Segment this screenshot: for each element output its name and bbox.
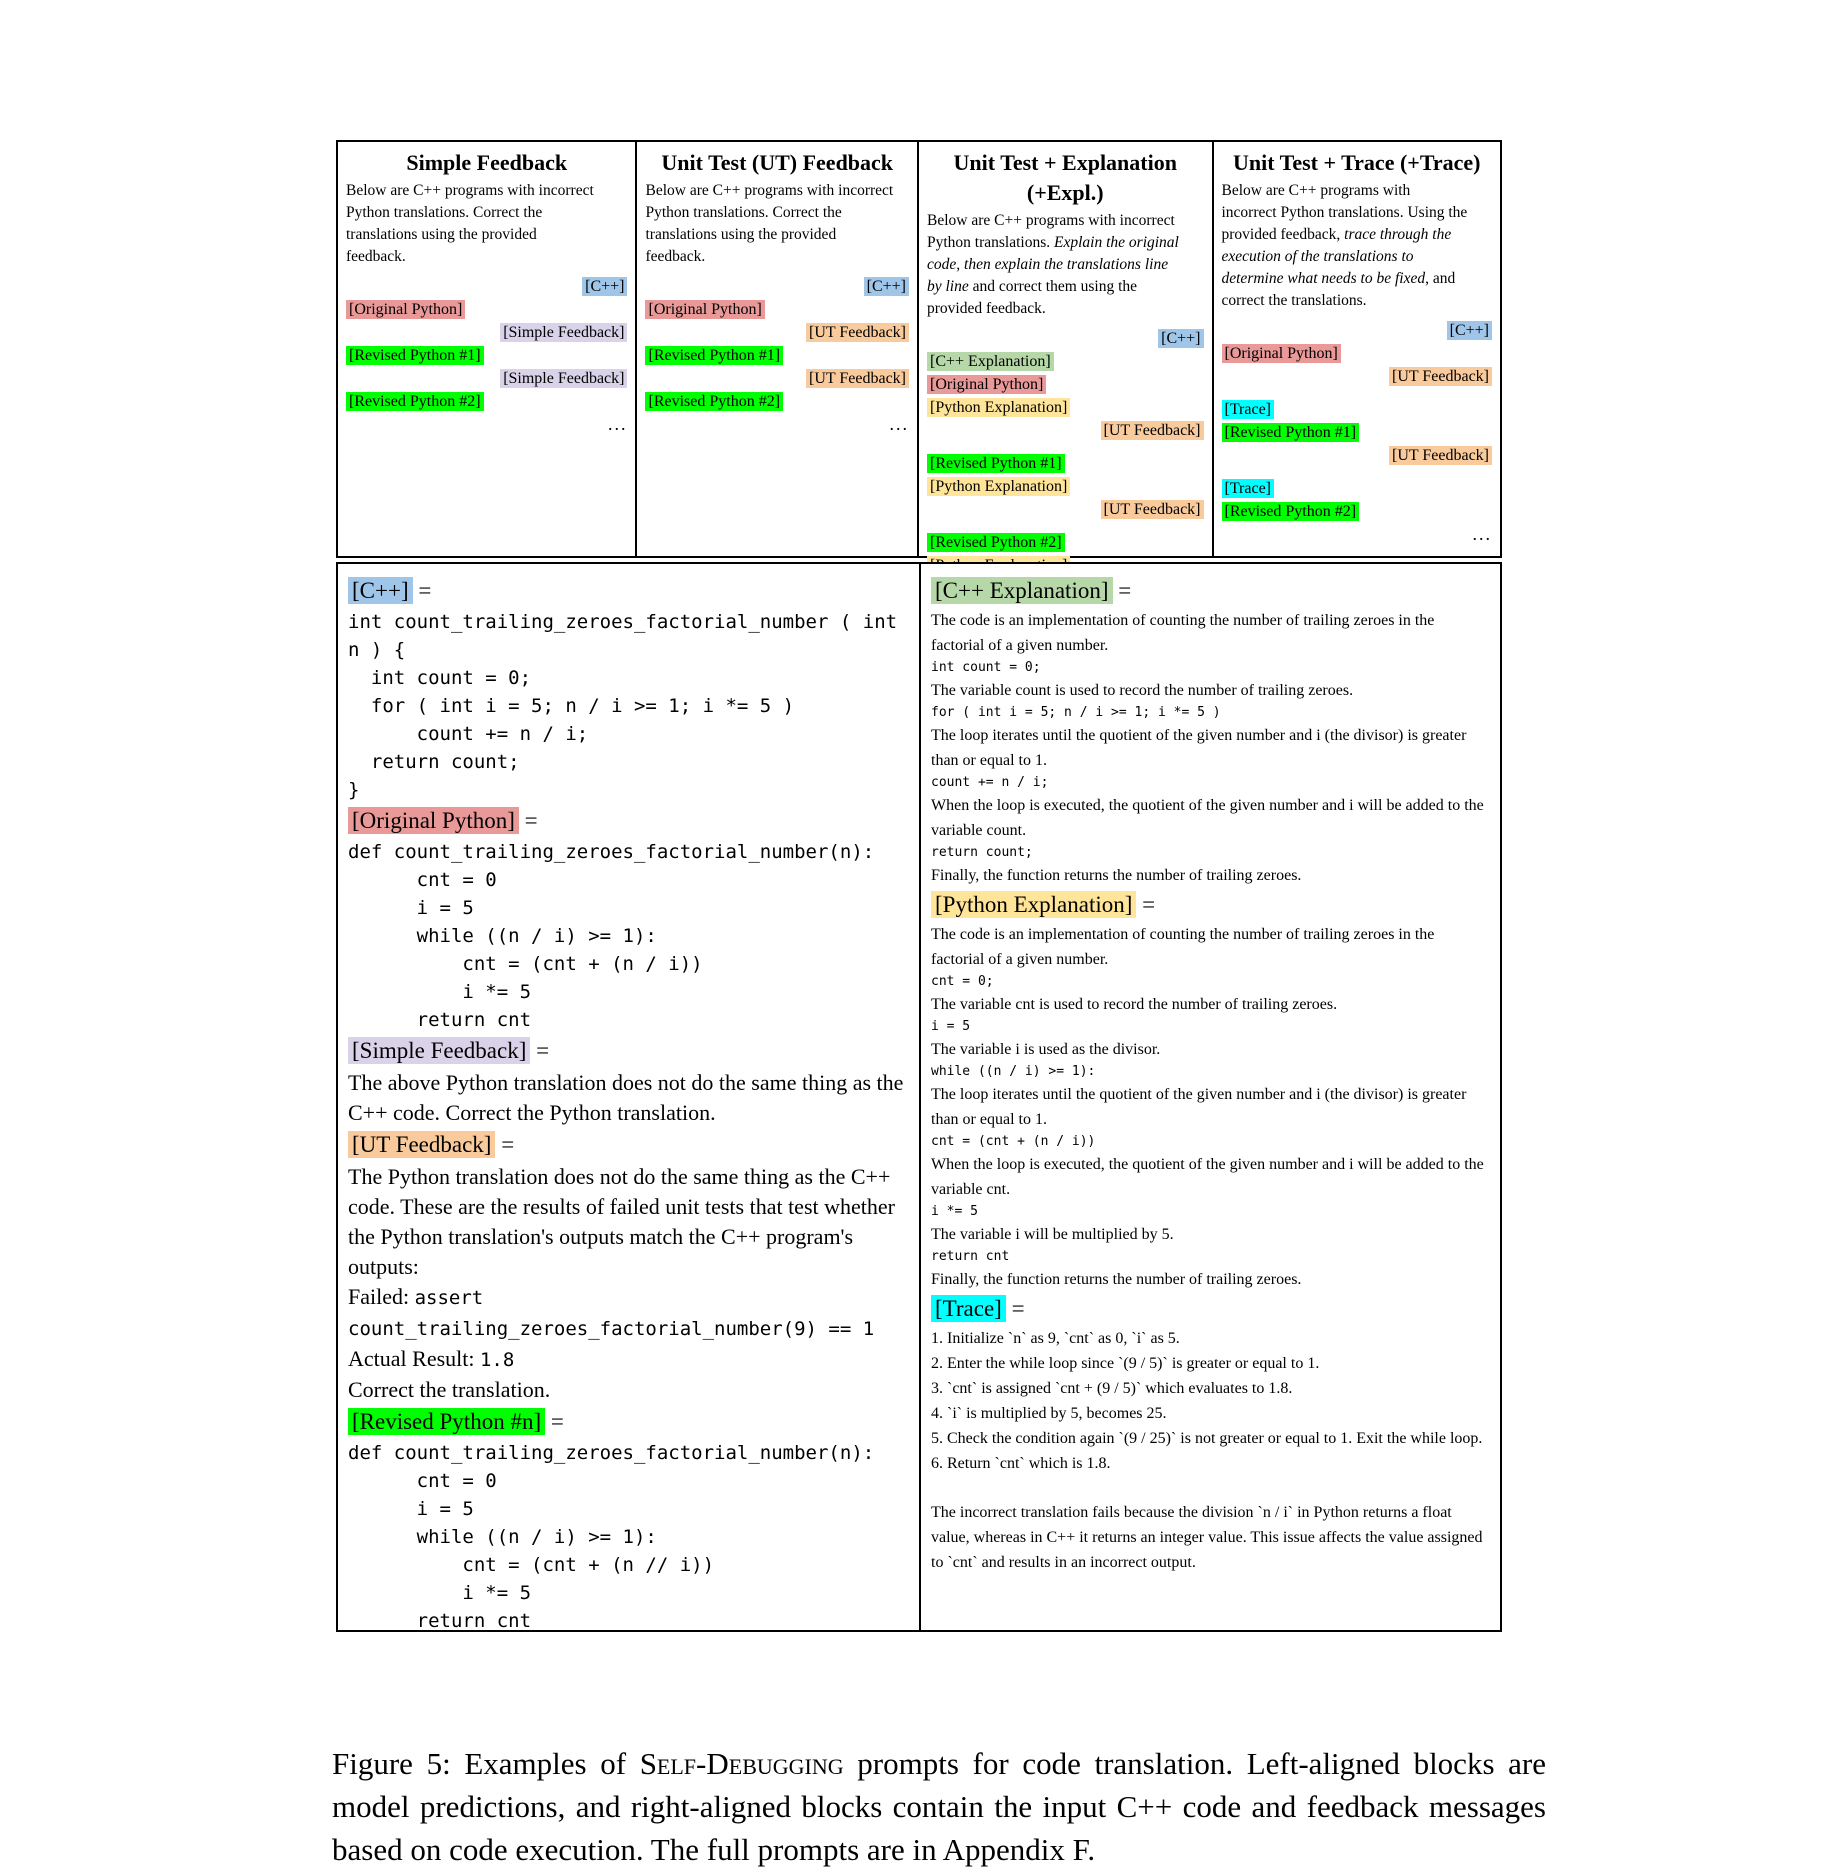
- text-run: Python translations. Correct the: [645, 204, 842, 221]
- paragraph: [931, 1401, 1490, 1426]
- format-row: [927, 398, 1204, 417]
- paragraph: [931, 723, 1490, 773]
- code-block: [931, 1132, 1490, 1152]
- format-intro-line: [1222, 202, 1493, 224]
- code-line: cnt = (cnt + (n / i)): [931, 1134, 1096, 1149]
- code-line: n ) {: [348, 639, 406, 661]
- format-intro-line: [346, 224, 627, 246]
- format-row: [346, 300, 627, 319]
- text-run: Finally, the function returns the number of trailing zeroes.: [931, 1271, 1302, 1288]
- label-chip-ut_feedback: [UT Feedback]: [1101, 500, 1204, 519]
- format-row: [645, 369, 909, 388]
- code-block: [931, 1247, 1490, 1267]
- paragraph: [348, 1375, 909, 1405]
- label-chip-revised_python: [Revised Python #2]: [1222, 502, 1360, 521]
- code-line: int count = 0;: [348, 667, 532, 689]
- paragraph: [348, 1344, 909, 1375]
- format-column-ut-explanation: [919, 142, 1214, 556]
- text-run: 1. Initialize `n` as 9, `cnt` as 0, `i` as 5.: [931, 1330, 1180, 1347]
- text-run: feedback.: [346, 248, 406, 265]
- code-block: [931, 1202, 1490, 1222]
- code-line: def count_trailing_zeroes_factorial_number(n):: [348, 841, 875, 863]
- format-column-title: Unit Test + Explanation: [953, 150, 1177, 175]
- format-intro-line: [645, 246, 909, 268]
- text-run: translations using the provided: [645, 226, 837, 243]
- text-run: The variable cnt is used to record the number of trailing zeroes.: [931, 996, 1338, 1013]
- paragraph: [931, 1326, 1490, 1351]
- label-chip-trace: [Trace]: [931, 1295, 1006, 1322]
- paragraph: [931, 863, 1490, 888]
- label-chip-revised_python: [Revised Python #1]: [927, 454, 1065, 473]
- format-column-title: (+Expl.): [1026, 180, 1104, 205]
- format-row: [346, 392, 627, 411]
- ellipsis: ...: [889, 414, 909, 434]
- label-chip-original_python: [Original Python]: [645, 300, 764, 319]
- paragraph: [931, 1500, 1490, 1575]
- text-run: code, then explain the translations line: [927, 256, 1169, 273]
- paragraph: [931, 1082, 1490, 1132]
- format-intro-line: [1222, 268, 1493, 290]
- paragraph: [931, 1426, 1490, 1451]
- format-row: [645, 346, 909, 365]
- text-run: translations using the provided: [346, 226, 537, 243]
- paragraph: [348, 1162, 909, 1282]
- text-run: incorrect Python translations. Using the: [1221, 204, 1468, 221]
- paragraph: [931, 1351, 1490, 1376]
- text-run: Explain the original: [1054, 234, 1179, 251]
- text-run: The loop iterates until the quotient of the given number and i (the divisor) is greater than or equal to 1.: [931, 1086, 1467, 1128]
- label-chip-python_explanation: [Python Explanation]: [927, 398, 1070, 417]
- caption-text-run: Figure 5: Examples of: [332, 1746, 640, 1781]
- text-run: 4. `i` is multiplied by 5, becomes 25.: [931, 1405, 1167, 1422]
- format-column-title: Unit Test + Trace (+Trace): [1233, 150, 1481, 175]
- text-run: 2. Enter the while loop since `(9 / 5)` is greater or equal to 1.: [931, 1355, 1320, 1372]
- format-row: [645, 300, 909, 319]
- code-block: [931, 773, 1490, 793]
- code-block: [931, 1017, 1490, 1037]
- text-run: correct the translations.: [1221, 292, 1367, 309]
- code-line: cnt = (cnt + (n // i)): [348, 1554, 715, 1576]
- section-gap: [931, 1476, 1490, 1500]
- ellipsis: ...: [607, 414, 628, 434]
- text-run: The Python translation does not do the same thing as the C++ code. These are the results of failed unit tests that test whether the Python translation's outputs match the C++ program's outputs:: [348, 1164, 895, 1279]
- label-chip-revised_python: [Revised Python #1]: [645, 346, 783, 365]
- label-chip-original_python: [Original Python]: [346, 300, 465, 319]
- format-intro-line: [645, 202, 909, 224]
- text-run: 3. `cnt` is assigned `cnt + (9 / 5)` which evaluates to 1.8.: [931, 1380, 1293, 1397]
- text-run: provided feedback.: [927, 300, 1046, 317]
- format-intro-line: [645, 180, 909, 202]
- label-chip-revised_python: [Revised Python #n]: [348, 1408, 545, 1435]
- code-line: return count;: [348, 751, 520, 773]
- format-row: [346, 369, 627, 388]
- code-block: [348, 608, 909, 804]
- inline-code: 1.8: [479, 1349, 515, 1371]
- label-chip-original_python: [Original Python]: [348, 807, 519, 834]
- text-run: Failed:: [348, 1284, 415, 1309]
- label-chip-revised_python: [Revised Python #2]: [645, 392, 783, 411]
- code-line: for ( int i = 5; n / i >= 1; i *= 5 ): [931, 705, 1221, 720]
- method-name-smallcaps: Self-Debugging: [639, 1746, 844, 1781]
- label-chip-simple_feedback: [Simple Feedback]: [348, 1037, 530, 1064]
- text-run: , and: [1425, 270, 1456, 287]
- section-heading: [UT Feedback] =: [348, 1130, 909, 1160]
- format-row: [346, 346, 627, 365]
- text-run: The code is an implementation of counting the number of trailing zeroes in the factorial of a given number.: [931, 612, 1435, 654]
- format-row: [645, 323, 909, 342]
- format-row: [346, 323, 627, 342]
- format-row: [927, 454, 1204, 473]
- inline-code: assert count_trailing_zeroes_factorial_number(9) == 1: [348, 1287, 875, 1340]
- format-column-title: Unit Test (UT) Feedback: [661, 150, 894, 175]
- format-row: [1222, 502, 1493, 521]
- section-heading: [Revised Python #n] =: [348, 1407, 909, 1437]
- row-gap: [927, 523, 1204, 533]
- format-row: [927, 477, 1204, 496]
- section-heading: [Trace] =: [931, 1294, 1490, 1324]
- code-block: [931, 843, 1490, 863]
- prompt-example-right-column: [921, 564, 1500, 1630]
- code-line: cnt = 0: [348, 869, 497, 891]
- format-row: [1222, 423, 1493, 442]
- format-intro-line: [346, 180, 627, 202]
- prompt-example-panel: [336, 562, 1502, 1632]
- format-row: [927, 352, 1204, 371]
- label-chip-ut_feedback: [UT Feedback]: [1389, 367, 1492, 386]
- text-run: The variable i is used as the divisor.: [931, 1041, 1161, 1058]
- label-chip-python_explanation: [Python Explanation]: [927, 477, 1070, 496]
- code-block: [931, 1062, 1490, 1082]
- format-intro-line: [1222, 290, 1493, 312]
- text-run: Correct the translation.: [348, 1377, 551, 1402]
- code-line: return cnt: [348, 1009, 532, 1031]
- code-line: while ((n / i) >= 1):: [348, 925, 657, 947]
- ellipsis: ...: [1472, 524, 1492, 544]
- text-run: Python translations. Correct the: [346, 204, 543, 221]
- text-run: When the loop is executed, the quotient of the given number and i will be added to the variable count.: [931, 797, 1484, 839]
- label-chip-ut_feedback: [UT Feedback]: [348, 1131, 495, 1158]
- text-run: The loop iterates until the quotient of the given number and i (the divisor) is greater than or equal to 1.: [931, 727, 1467, 769]
- paragraph: [931, 1376, 1490, 1401]
- format-intro-line: [1222, 224, 1493, 246]
- section-heading: [C++] =: [348, 576, 909, 606]
- format-row: [927, 329, 1204, 348]
- paragraph: [931, 793, 1490, 843]
- row-gap: [1222, 469, 1493, 479]
- paragraph: [931, 922, 1490, 972]
- label-chip-cpp: [C++]: [864, 277, 909, 296]
- format-row: [1222, 446, 1493, 465]
- format-intro-line: [346, 246, 627, 268]
- format-intro-line: [346, 202, 627, 224]
- format-column-ut-feedback: [637, 142, 919, 556]
- paragraph: [348, 1068, 909, 1128]
- paragraph: [931, 608, 1490, 658]
- label-chip-revised_python: [Revised Python #1]: [1222, 423, 1360, 442]
- format-intro-line: [927, 210, 1204, 232]
- format-row: [927, 533, 1204, 552]
- label-chip-cpp: [C++]: [1158, 329, 1203, 348]
- format-rows: [1222, 321, 1493, 545]
- label-chip-cpp: [C++]: [1447, 321, 1492, 340]
- code-line: cnt = (cnt + (n / i)): [348, 953, 703, 975]
- text-run: determine what needs to be fixed: [1221, 270, 1426, 287]
- code-line: while ((n / i) >= 1):: [348, 1526, 657, 1548]
- label-chip-ut_feedback: [UT Feedback]: [806, 369, 909, 388]
- caption-text-run: prompts for code translation. Left-aligned blocks are model predictions, and right-aligned blocks contain the input C++ code and feedback messages based on code execution. The full prompts are in Appendix F.: [332, 1746, 1546, 1867]
- prompt-format-overview-panel: [336, 140, 1502, 558]
- format-row: [346, 277, 627, 296]
- row-gap: [927, 444, 1204, 454]
- format-row: [1222, 367, 1493, 386]
- paragraph: [931, 992, 1490, 1017]
- paragraph: [931, 1451, 1490, 1476]
- label-chip-ut_feedback: [UT Feedback]: [1389, 446, 1492, 465]
- format-intro-line: [1222, 180, 1493, 202]
- label-chip-trace: [Trace]: [1222, 400, 1275, 419]
- paragraph: [931, 1222, 1490, 1247]
- format-rows: [645, 277, 909, 435]
- format-row: [645, 415, 909, 435]
- code-line: i = 5: [931, 1019, 971, 1034]
- format-row: [927, 500, 1204, 519]
- label-chip-original_python: [Original Python]: [927, 375, 1046, 394]
- label-chip-cpp_explanation: [C++ Explanation]: [931, 577, 1113, 604]
- label-chip-cpp_explanation: [C++ Explanation]: [927, 352, 1054, 371]
- code-block: [931, 703, 1490, 723]
- format-column-ut-trace: [1214, 142, 1501, 556]
- format-row: [346, 415, 627, 435]
- figure-caption: [332, 1742, 1546, 1871]
- text-run: and correct them using the: [968, 278, 1138, 295]
- format-rows: [927, 329, 1204, 599]
- text-run: Actual Result:: [348, 1346, 480, 1371]
- format-row: [927, 375, 1204, 394]
- code-line: i = 5: [348, 1498, 474, 1520]
- label-chip-revised_python: [Revised Python #2]: [346, 392, 484, 411]
- format-row: [1222, 321, 1493, 340]
- section-heading: [Simple Feedback] =: [348, 1036, 909, 1066]
- format-row: [1222, 400, 1493, 419]
- code-block: [931, 972, 1490, 992]
- code-line: count += n / i;: [348, 723, 589, 745]
- label-chip-revised_python: [Revised Python #1]: [346, 346, 484, 365]
- row-gap: [1222, 390, 1493, 400]
- code-line: }: [348, 779, 360, 801]
- code-line: int count_trailing_zeroes_factorial_number ( int: [348, 611, 898, 633]
- code-block: [348, 1439, 909, 1635]
- format-intro-line: [645, 224, 909, 246]
- label-chip-ut_feedback: [UT Feedback]: [806, 323, 909, 342]
- text-run: execution of the translations to: [1221, 248, 1414, 265]
- label-chip-original_python: [Original Python]: [1222, 344, 1341, 363]
- format-intro-line: [927, 254, 1204, 276]
- code-line: def count_trailing_zeroes_factorial_number(n):: [348, 1442, 875, 1464]
- text-run: The above Python translation does not do the same thing as the C++ code. Correct the Python translation.: [348, 1070, 904, 1125]
- label-chip-cpp: [C++]: [582, 277, 627, 296]
- code-line: for ( int i = 5; n / i >= 1; i *= 5 ): [348, 695, 795, 717]
- code-line: i *= 5: [348, 1582, 532, 1604]
- code-line: int count = 0;: [931, 660, 1041, 675]
- paragraph: [931, 1037, 1490, 1062]
- text-run: 5. Check the condition again `(9 / 25)` is not greater or equal to 1. Exit the while loop.: [931, 1430, 1483, 1447]
- format-column-simple-feedback: [338, 142, 637, 556]
- section-heading: [Python Explanation] =: [931, 890, 1490, 920]
- label-chip-python_explanation: [Python Explanation]: [931, 891, 1136, 918]
- text-run: provided feedback,: [1221, 226, 1345, 243]
- code-line: i *= 5: [348, 981, 532, 1003]
- text-run: Below are C++ programs with incorrect: [927, 212, 1175, 229]
- text-run: 6. Return `cnt` which is 1.8.: [931, 1455, 1111, 1472]
- code-line: count += n / i;: [931, 775, 1049, 790]
- label-chip-ut_feedback: [UT Feedback]: [1101, 421, 1204, 440]
- label-chip-simple_feedback: [Simple Feedback]: [500, 369, 627, 388]
- format-row: [1222, 479, 1493, 498]
- text-run: The incorrect translation fails because the division `n / i` in Python returns a float value, whereas in C++ it returns an integer value. This issue affects the value assigned to `cnt` and results in an incorrect output.: [931, 1504, 1483, 1571]
- code-line: return count;: [931, 845, 1033, 860]
- text-run: Finally, the function returns the number of trailing zeroes.: [931, 867, 1302, 884]
- format-intro-line: [927, 232, 1204, 254]
- code-block: [348, 838, 909, 1034]
- text-run: trace through the: [1344, 226, 1452, 243]
- paragraph: [931, 1152, 1490, 1202]
- text-run: by line: [927, 278, 969, 295]
- label-chip-simple_feedback: [Simple Feedback]: [500, 323, 627, 342]
- format-row: [645, 277, 909, 296]
- code-block: [931, 658, 1490, 678]
- code-line: while ((n / i) >= 1):: [931, 1064, 1096, 1079]
- format-rows: [346, 277, 627, 435]
- prompt-example-left-column: [338, 564, 921, 1630]
- text-run: Below are C++ programs with incorrect: [645, 182, 894, 199]
- format-column-title: Simple Feedback: [406, 150, 568, 175]
- text-run: The variable count is used to record the number of trailing zeroes.: [931, 682, 1354, 699]
- code-line: cnt = 0;: [931, 974, 994, 989]
- paragraph: [931, 678, 1490, 703]
- format-intro-line: [927, 276, 1204, 298]
- code-line: i *= 5: [931, 1204, 978, 1219]
- text-run: The variable i will be multiplied by 5.: [931, 1226, 1174, 1243]
- text-run: Below are C++ programs with incorrect: [346, 182, 594, 199]
- text-run: Python translations.: [927, 234, 1055, 251]
- paragraph: [931, 1267, 1490, 1292]
- label-chip-revised_python: [Revised Python #2]: [927, 533, 1065, 552]
- format-intro-line: [927, 298, 1204, 320]
- text-run: When the loop is executed, the quotient of the given number and i will be added to the variable cnt.: [931, 1156, 1484, 1198]
- format-row: [927, 421, 1204, 440]
- code-line: return cnt: [348, 1610, 532, 1632]
- code-line: return cnt: [931, 1249, 1010, 1264]
- text-run: The code is an implementation of counting the number of trailing zeroes in the factorial of a given number.: [931, 926, 1435, 968]
- format-row: [1222, 344, 1493, 363]
- format-row: [645, 392, 909, 411]
- format-row: [1222, 525, 1493, 545]
- format-intro-line: [1222, 246, 1493, 268]
- label-chip-trace: [Trace]: [1222, 479, 1275, 498]
- paragraph: [348, 1282, 909, 1344]
- section-heading: [Original Python] =: [348, 806, 909, 836]
- label-chip-cpp: [C++]: [348, 577, 413, 604]
- code-line: i = 5: [348, 897, 474, 919]
- text-run: Below are C++ programs with: [1221, 182, 1411, 199]
- code-line: cnt = 0: [348, 1470, 497, 1492]
- text-run: feedback.: [645, 248, 706, 265]
- section-heading: [C++ Explanation] =: [931, 576, 1490, 606]
